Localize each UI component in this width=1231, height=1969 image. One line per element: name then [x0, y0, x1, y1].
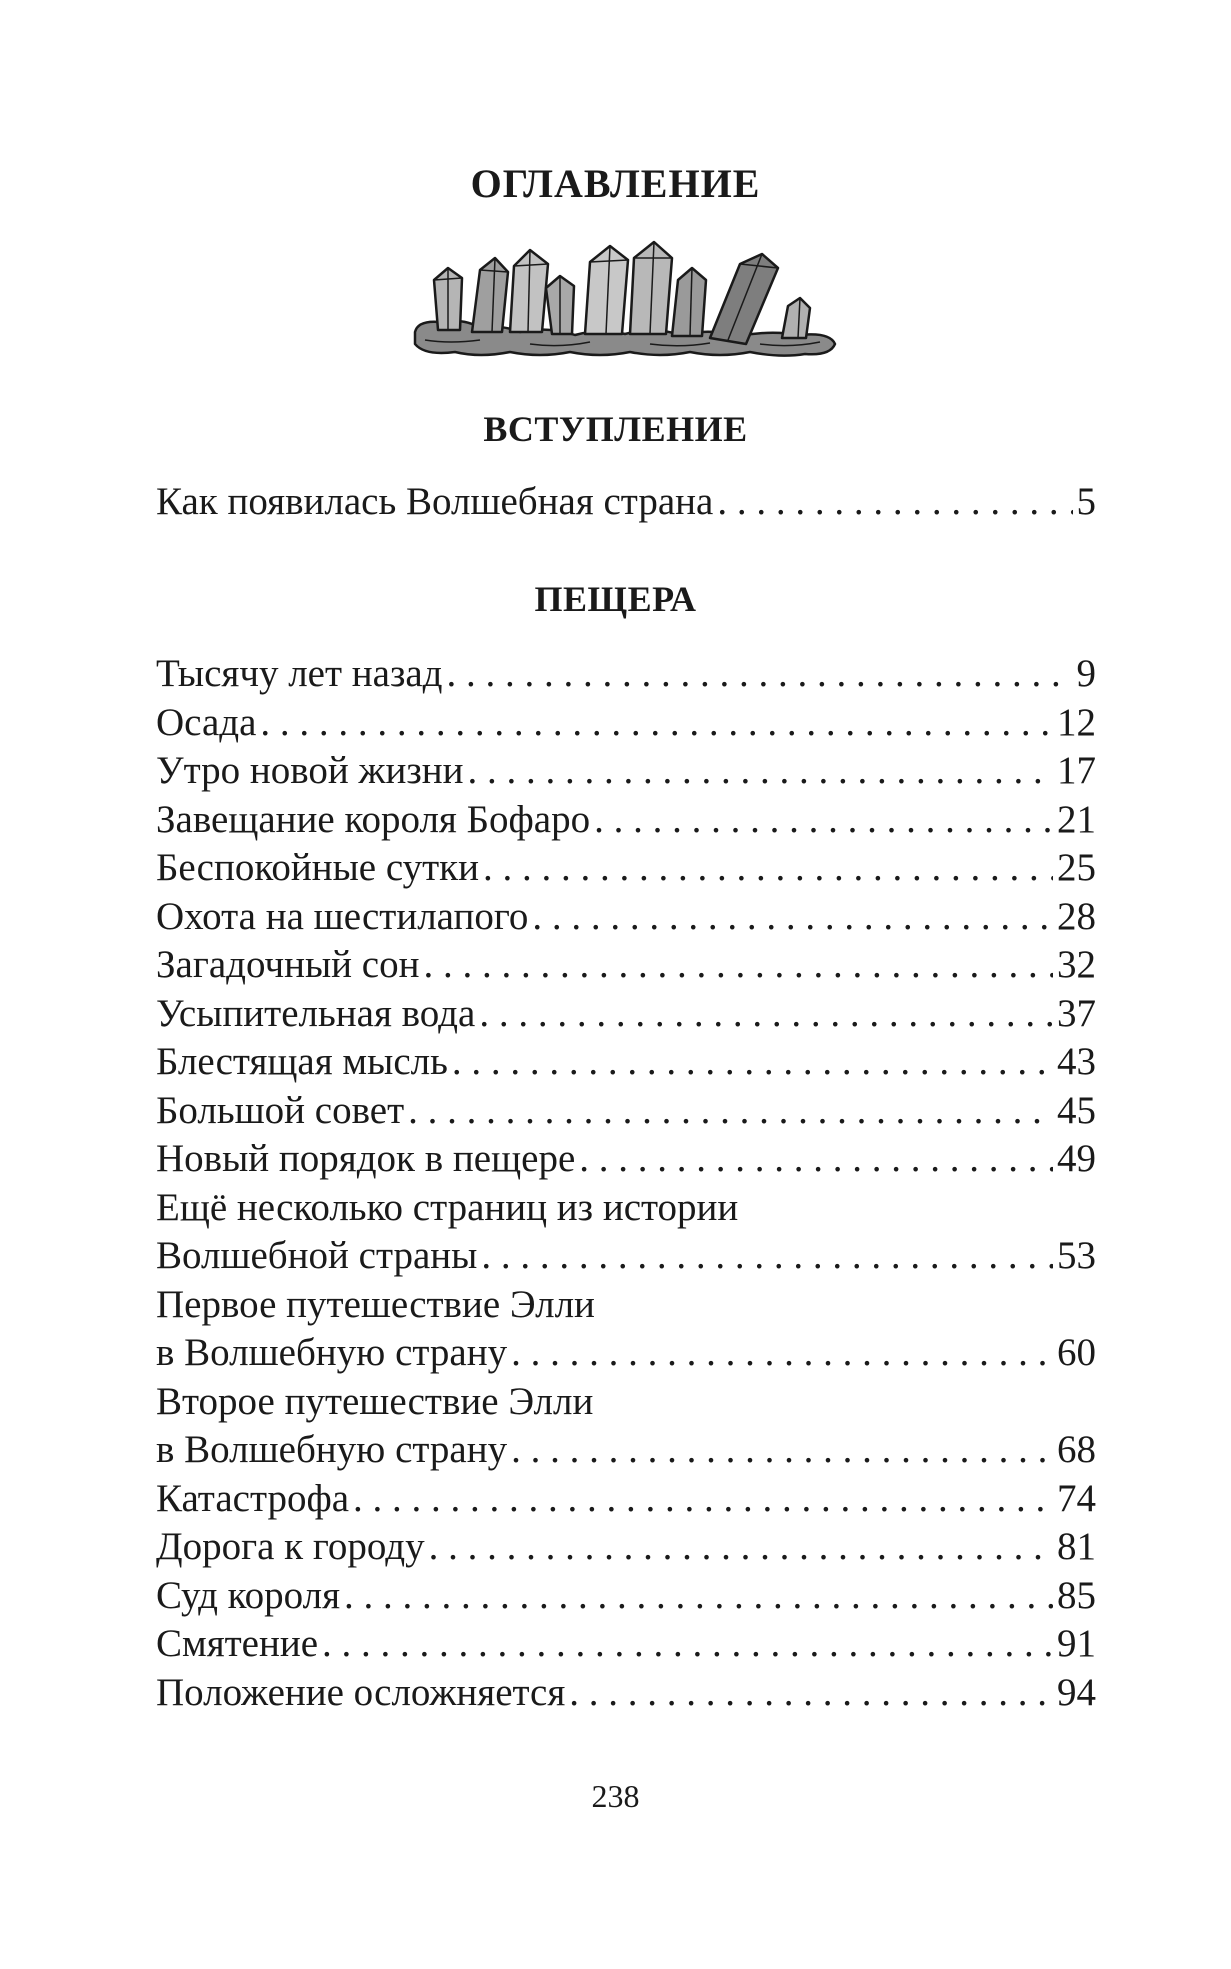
dot-leader	[260, 699, 1053, 748]
toc-entry-page: 21	[1057, 797, 1096, 841]
dot-leader	[353, 1475, 1053, 1524]
toc-entry-page: 53	[1057, 1234, 1096, 1277]
toc-entry-page: 17	[1057, 749, 1096, 792]
toc-entry-page: 25	[1057, 846, 1096, 889]
toc-entry-page: 28	[1057, 894, 1096, 938]
dot-leader	[468, 747, 1054, 796]
toc-entry-title: Загадочный сон	[156, 943, 420, 986]
toc-entry-title: Большой совет	[156, 1088, 405, 1132]
toc-entry[interactable]	[156, 1281, 1096, 1378]
toc-entry[interactable]	[156, 1572, 1096, 1621]
toc-entry[interactable]	[156, 1038, 1096, 1087]
toc-entry-title-line2: Волшебной страны	[156, 1234, 478, 1277]
toc-entry[interactable]	[156, 844, 1096, 893]
toc-entry-page: 5	[1076, 480, 1096, 523]
toc-entry[interactable]	[156, 893, 1096, 942]
toc-entry-page: 74	[1057, 1476, 1096, 1520]
dot-leader	[569, 1669, 1053, 1718]
toc-entry-page: 43	[1057, 1040, 1096, 1083]
toc-entry[interactable]	[156, 650, 1096, 699]
toc-entry-page: 9	[1076, 652, 1096, 695]
dot-leader	[423, 941, 1053, 990]
dot-leader	[429, 1523, 1053, 1572]
toc-entry-page: 81	[1057, 1525, 1096, 1568]
page-number: 238	[591, 1778, 640, 1814]
toc-entry[interactable]	[156, 747, 1096, 796]
toc-entry[interactable]	[156, 1669, 1096, 1718]
toc-entry[interactable]	[156, 699, 1096, 748]
toc-entry-page: 85	[1057, 1573, 1096, 1617]
toc-entry-title: Тысячу лет назад	[156, 652, 443, 695]
toc-entry-title: Охота на шестилапого	[156, 894, 529, 938]
toc-entry-title: Катастрофа	[156, 1476, 350, 1520]
toc-entry-page: 37	[1057, 991, 1096, 1035]
toc-entry[interactable]	[156, 1087, 1096, 1136]
toc-entry-page: 45	[1057, 1088, 1096, 1132]
dot-leader	[447, 650, 1073, 699]
toc-entry-title: Осада	[156, 700, 257, 744]
toc-entry-page: 60	[1057, 1331, 1096, 1374]
toc-entry-page: 12	[1057, 700, 1096, 744]
toc-entry[interactable]	[156, 1620, 1096, 1669]
dot-leader	[511, 1329, 1053, 1378]
toc-entry-title-line1: Первое путешествие Элли	[156, 1282, 595, 1326]
toc-entry-page: 94	[1057, 1670, 1096, 1714]
toc-entry[interactable]	[156, 990, 1096, 1039]
toc-list-cave	[156, 650, 1096, 1717]
toc-entry-title: Завещание короля Бофаро	[156, 797, 591, 841]
toc-entry-title: Смятение	[156, 1622, 319, 1665]
dot-leader	[579, 1135, 1053, 1184]
dot-leader	[532, 893, 1053, 942]
toc-entry-title: Дорога к городу	[156, 1525, 425, 1568]
dot-leader	[479, 990, 1053, 1039]
toc-entry-title: Суд короля	[156, 1573, 341, 1617]
toc-entry-title: Как появилась Волшебная страна	[156, 480, 714, 523]
dot-leader	[594, 796, 1053, 845]
dot-leader	[481, 1232, 1053, 1281]
dot-leader	[717, 478, 1072, 527]
toc-entry[interactable]	[156, 941, 1096, 990]
toc-entry-title-line2: в Волшебную страну	[156, 1331, 508, 1374]
toc-entry-title: Новый порядок в пещере	[156, 1137, 576, 1180]
dot-leader	[408, 1087, 1053, 1136]
toc-entry[interactable]	[156, 1523, 1096, 1572]
toc-list-intro	[156, 478, 1096, 527]
toc-entry-title: Усыпительная вода	[156, 991, 476, 1035]
dot-leader	[511, 1426, 1053, 1475]
dot-leader	[344, 1572, 1053, 1621]
toc-entry[interactable]	[156, 1475, 1096, 1524]
toc-entry-title: Положение осложняется	[156, 1670, 566, 1714]
page-title: ОГЛАВЛЕНИЕ	[470, 161, 761, 206]
dot-leader	[483, 844, 1053, 893]
toc-entry-title: Блестящая мысль	[156, 1040, 448, 1083]
section-title-cave: ПЕЩЕРА	[534, 579, 697, 619]
toc-entry[interactable]	[156, 796, 1096, 845]
toc-entry[interactable]	[156, 478, 1096, 527]
toc-entry-page: 32	[1057, 943, 1096, 986]
toc-entry-page: 68	[1057, 1428, 1096, 1471]
toc-entry-title-line2: в Волшебную страну	[156, 1428, 508, 1471]
toc-entry-title-line1: Ещё несколько страниц из истории	[156, 1185, 739, 1229]
toc-entry[interactable]	[156, 1378, 1096, 1475]
toc-entry-title: Утро новой жизни	[156, 749, 464, 792]
crystals-icon	[410, 240, 840, 365]
dot-leader	[322, 1620, 1053, 1669]
toc-entry-page: 91	[1057, 1622, 1096, 1665]
dot-leader	[452, 1038, 1053, 1087]
section-title-intro: ВСТУПЛЕНИЕ	[483, 409, 748, 449]
toc-entry-page: 49	[1057, 1137, 1096, 1180]
toc-entry[interactable]	[156, 1135, 1096, 1184]
toc-entry-title: Беспокойные сутки	[156, 846, 479, 889]
toc-entry[interactable]	[156, 1184, 1096, 1281]
toc-entry-title-line1: Второе путешествие Элли	[156, 1379, 594, 1423]
